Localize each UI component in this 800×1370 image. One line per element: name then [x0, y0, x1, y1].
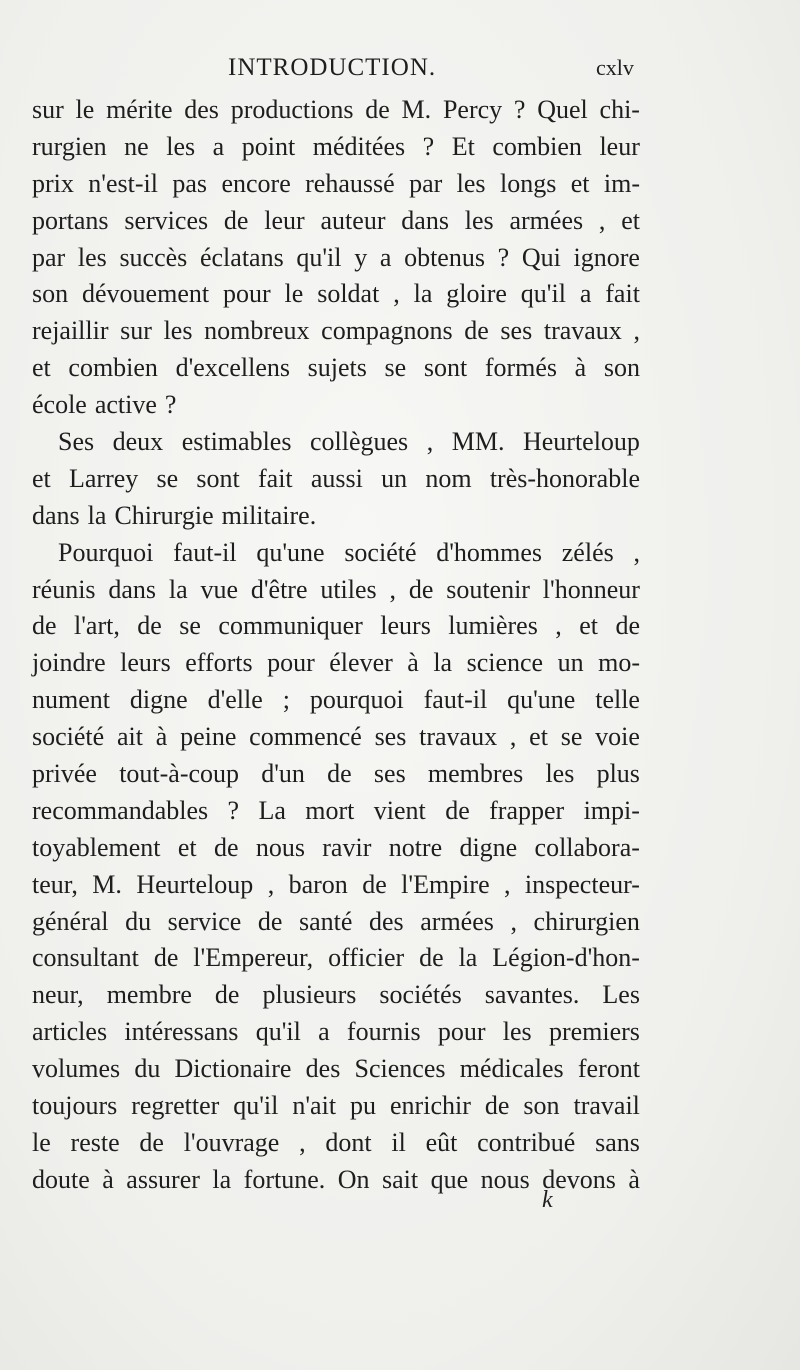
word: ne — [124, 131, 149, 161]
word: assurer — [126, 1164, 200, 1194]
word: , — [633, 316, 640, 346]
word: premiers — [548, 1017, 640, 1047]
text-line — [32, 756, 640, 793]
word: , — [267, 869, 275, 899]
word: pas — [172, 168, 208, 198]
word: d'un — [261, 759, 305, 789]
word: collabora- — [534, 832, 640, 862]
word: et — [32, 353, 51, 383]
word: mérite — [106, 95, 173, 124]
word: soldat — [317, 279, 380, 309]
word: l'ouvrage — [183, 1127, 280, 1157]
word: efforts — [185, 648, 253, 678]
word: qu'il — [520, 279, 566, 309]
body-text — [32, 92, 640, 1199]
word: feront — [577, 1054, 640, 1084]
word: son — [32, 279, 69, 309]
word: de — [327, 759, 352, 789]
word: commencé — [249, 722, 362, 752]
page-header — [0, 50, 800, 86]
word: des — [184, 95, 219, 124]
word: leur — [264, 205, 305, 235]
word: , — [393, 279, 400, 309]
word: volumes — [32, 1054, 121, 1084]
word: travaux — [543, 316, 622, 346]
word: réunis — [32, 574, 96, 604]
word: , — [555, 611, 562, 641]
word: un — [381, 463, 408, 493]
word: à — [407, 648, 419, 678]
word: digne — [459, 832, 518, 862]
word: doute — [32, 1164, 90, 1194]
word: pour — [222, 279, 271, 309]
word: vient — [373, 795, 426, 825]
word: notre — [388, 832, 443, 862]
word: rejaillir — [32, 316, 109, 346]
word: lumières — [448, 611, 538, 641]
word: dans — [401, 205, 449, 235]
text-line — [32, 940, 640, 977]
word: dont — [325, 1127, 372, 1157]
word: a — [318, 1017, 330, 1047]
word: leurs — [380, 611, 431, 641]
word: ? — [513, 95, 526, 124]
word: ses — [373, 759, 406, 789]
word: obtenus — [404, 242, 485, 272]
word: sur — [120, 316, 152, 346]
word: aussi — [310, 463, 363, 493]
word: intéressans — [124, 1017, 239, 1047]
word: ses — [374, 722, 407, 752]
word: à — [628, 1164, 640, 1194]
word: travaux — [419, 722, 498, 752]
word: combien — [492, 131, 582, 161]
word: Qui — [521, 242, 561, 272]
word: la — [87, 500, 107, 530]
word: méditées — [312, 131, 406, 161]
word: sont — [423, 353, 468, 383]
word: Pourquoi — [58, 537, 154, 567]
word: reste — [70, 1127, 120, 1157]
word: deux — [112, 427, 164, 457]
word: des — [369, 906, 404, 936]
word: et — [570, 168, 590, 198]
word: il — [391, 1127, 406, 1157]
word: et — [529, 722, 548, 752]
word: longs — [499, 168, 557, 198]
word: devons — [542, 1164, 616, 1194]
word: à — [155, 722, 168, 752]
word: dans — [32, 500, 80, 530]
word: contribué — [477, 1127, 576, 1157]
word: Heurteloup — [522, 427, 640, 457]
word: qu'une — [256, 537, 325, 567]
word: Les — [602, 980, 640, 1010]
word: point — [241, 131, 296, 161]
word: leurs — [120, 648, 171, 678]
word: se — [156, 463, 179, 493]
word: sans — [595, 1127, 640, 1157]
word: sujets — [307, 353, 367, 383]
word: l'honneur — [542, 574, 640, 604]
word: , — [509, 722, 517, 752]
word: militaire. — [221, 500, 317, 530]
text-line — [32, 645, 640, 682]
word: y — [354, 242, 368, 272]
word: fournis — [346, 1017, 421, 1047]
word: enrichir — [390, 1091, 471, 1121]
word: combien — [68, 353, 158, 383]
word: nument — [32, 685, 110, 715]
text-line — [32, 793, 640, 830]
text-line — [32, 719, 640, 756]
word: ? — [497, 242, 510, 272]
word: et — [177, 832, 197, 862]
word: d'hommes — [436, 537, 543, 567]
word: science — [466, 648, 544, 678]
word: officier — [328, 943, 405, 973]
word: zélés — [561, 537, 614, 567]
word: soutenir — [446, 574, 530, 604]
word: les — [77, 242, 107, 272]
word: le — [284, 279, 304, 309]
text-line — [32, 92, 640, 129]
word: telle — [595, 685, 640, 715]
word: joindre — [32, 648, 106, 678]
word: , — [426, 427, 434, 457]
word: les — [545, 759, 575, 789]
word: Heurteloup — [136, 869, 254, 899]
word: tout-à-coup — [119, 759, 240, 789]
word: On — [337, 1164, 370, 1194]
word: recommandables — [32, 795, 209, 825]
word: médicales — [459, 1054, 564, 1084]
text-line — [32, 1125, 640, 1162]
word: rehaussé — [305, 168, 395, 198]
word: voie — [595, 722, 640, 752]
word: , — [299, 1127, 306, 1157]
word: frapper — [489, 795, 565, 825]
text-line — [32, 313, 640, 350]
word: pour — [437, 1017, 486, 1047]
word: qu'il — [255, 1017, 301, 1047]
running-title: INTRODUCTION. — [228, 54, 437, 81]
word: mort — [305, 795, 355, 825]
word: mo- — [598, 648, 640, 678]
word: école — [32, 390, 87, 420]
word: peine — [180, 722, 237, 752]
word: d'elle — [207, 685, 263, 715]
word: le — [32, 1127, 51, 1157]
word: Sciences — [354, 1054, 446, 1084]
word: faut-il — [423, 685, 488, 715]
word: fortune. — [243, 1164, 326, 1194]
word: Et — [451, 131, 475, 161]
word: d'excellens — [175, 353, 290, 383]
word: armées — [420, 906, 494, 936]
word: Quel — [537, 95, 588, 124]
word: à — [102, 1164, 114, 1194]
word: santé — [299, 906, 353, 936]
text-line — [32, 904, 640, 941]
word: par — [409, 168, 443, 198]
word: ? — [227, 795, 240, 825]
word: la — [458, 943, 478, 973]
word: nom — [425, 463, 472, 493]
text-line — [32, 535, 640, 572]
text-line — [32, 977, 640, 1014]
word: et — [621, 205, 640, 235]
text-line — [32, 350, 640, 387]
word: et — [32, 463, 51, 493]
word: a — [212, 131, 225, 161]
word: l'Empire — [401, 869, 490, 899]
word: Percy — [442, 95, 503, 124]
word: ? — [164, 390, 177, 420]
word: se — [560, 722, 583, 752]
word: à — [574, 353, 587, 383]
word: im- — [603, 168, 640, 198]
word: , — [633, 537, 640, 567]
word: pour — [267, 648, 315, 678]
word: ravir — [322, 832, 372, 862]
word: les — [166, 131, 196, 161]
word: nombreux — [204, 316, 310, 346]
word: de — [214, 980, 240, 1010]
word: par — [32, 242, 66, 272]
text-line — [32, 830, 640, 867]
word: Dictionaire — [174, 1054, 292, 1084]
text-line — [32, 498, 640, 535]
word: M. — [401, 95, 432, 124]
text-line — [32, 1088, 640, 1125]
word: l'Empereur, — [193, 943, 314, 973]
text-line — [32, 387, 640, 424]
word: a — [379, 242, 392, 272]
word: succès — [119, 242, 188, 272]
word: Larrey — [69, 463, 139, 493]
word: impi- — [583, 795, 640, 825]
word: ait — [116, 722, 143, 752]
word: utiles — [320, 574, 377, 604]
text-line — [32, 572, 640, 609]
word: a — [579, 279, 592, 309]
signature-mark: k — [542, 1187, 553, 1213]
text-line — [32, 166, 640, 203]
word: regretter — [131, 1091, 220, 1121]
text-line — [32, 461, 640, 498]
word: leur — [599, 131, 640, 161]
word: gloire — [446, 279, 507, 309]
word: formés — [484, 353, 558, 383]
word: de — [213, 832, 239, 862]
word: baron — [288, 869, 348, 899]
word: eût — [425, 1127, 458, 1157]
word: estimables — [181, 427, 292, 457]
word: La — [258, 795, 286, 825]
word: les — [456, 168, 486, 198]
text-line — [32, 682, 640, 719]
word: portans — [32, 205, 109, 235]
word: ses — [500, 316, 533, 346]
word: , — [598, 205, 606, 235]
word: armées — [509, 205, 584, 235]
word: n'ait — [292, 1091, 337, 1121]
word: , — [389, 574, 396, 604]
word: plusieurs — [262, 980, 357, 1010]
word: nous — [480, 1164, 530, 1194]
word: membres — [427, 759, 524, 789]
word: fait — [258, 463, 293, 493]
word: Légion-d'hon- — [492, 943, 640, 973]
word: général — [32, 906, 109, 936]
text-line — [32, 240, 640, 277]
word: des — [305, 1054, 341, 1084]
word: encore — [221, 168, 291, 198]
word: ; — [282, 685, 290, 715]
word: productions — [230, 95, 354, 124]
word: qu'il — [233, 1091, 279, 1121]
word: se — [179, 611, 201, 641]
word: compagnons — [321, 316, 453, 346]
word: sociétés — [379, 980, 462, 1010]
text-line — [32, 424, 640, 461]
word: service — [167, 906, 242, 936]
word: la — [413, 279, 433, 309]
page-number: cxlv — [596, 55, 634, 80]
word: sont — [196, 463, 240, 493]
word: faut-il — [173, 537, 237, 567]
word: un — [557, 648, 584, 678]
word: communiquer — [218, 611, 363, 641]
text-line — [32, 608, 640, 645]
word: de — [615, 611, 640, 641]
word: élever — [329, 648, 393, 678]
word: société — [32, 722, 105, 752]
word: se — [384, 353, 407, 383]
word: de — [139, 1127, 164, 1157]
text-line — [32, 129, 640, 166]
word: M. — [92, 869, 122, 899]
text-line — [32, 276, 640, 313]
word: collègues — [309, 427, 409, 457]
word: de — [153, 943, 179, 973]
word: dans — [108, 574, 157, 604]
word: nous — [255, 832, 305, 862]
word: , — [510, 906, 517, 936]
word: société — [344, 537, 417, 567]
word: inspecteur- — [524, 869, 640, 899]
word: de — [445, 795, 470, 825]
word: neur, — [32, 980, 84, 1010]
word: toujours — [32, 1091, 118, 1121]
word: de — [365, 95, 390, 124]
word: travail — [573, 1091, 640, 1121]
word: , — [504, 869, 511, 899]
word: de — [32, 611, 57, 641]
word: n'est-il — [88, 168, 158, 198]
word: de — [257, 906, 283, 936]
word: rurgien — [32, 131, 107, 161]
word: active — [94, 390, 157, 420]
word: digne — [129, 685, 188, 715]
word: du — [125, 906, 152, 936]
word: teur, — [32, 869, 78, 899]
word: de — [137, 611, 162, 641]
word: du — [134, 1054, 161, 1084]
word: savantes. — [484, 980, 580, 1010]
text-line — [32, 867, 640, 904]
word: qu'il — [296, 242, 342, 272]
word: l'art, — [74, 611, 120, 641]
word: privée — [32, 759, 97, 789]
word: son — [523, 1091, 560, 1121]
word: toyablement — [32, 832, 161, 862]
word: Ses — [58, 427, 95, 457]
word: et — [579, 611, 598, 641]
word: pourquoi — [309, 685, 404, 715]
word: de — [464, 316, 489, 346]
word: les — [502, 1017, 532, 1047]
word: les — [163, 316, 193, 346]
word: éclatans — [199, 242, 284, 272]
word: dévouement — [82, 279, 210, 309]
word: que — [430, 1164, 469, 1194]
word: fait — [605, 279, 640, 309]
word: de — [419, 943, 444, 973]
word: son — [603, 353, 640, 383]
text-line — [32, 203, 640, 240]
word: membre — [106, 980, 192, 1010]
word: prix — [32, 168, 74, 198]
word: la — [212, 1164, 232, 1194]
word: chirurgien — [533, 906, 640, 936]
word: de — [484, 1091, 510, 1121]
word: consultant — [32, 943, 139, 973]
word: plus — [596, 759, 640, 789]
word: le — [75, 95, 95, 124]
word: ignore — [573, 242, 640, 272]
word: très-honorable — [489, 463, 640, 493]
word: articles — [32, 1017, 108, 1047]
word: auteur — [320, 205, 386, 235]
word: vue — [200, 574, 239, 604]
word: chi- — [599, 95, 640, 124]
word: Chirurgie — [114, 500, 214, 530]
word: de — [408, 574, 434, 604]
word: sait — [382, 1164, 419, 1194]
word: la — [433, 648, 453, 678]
text-line — [32, 1014, 640, 1051]
word: de — [223, 205, 249, 235]
word: ? — [422, 131, 435, 161]
word: la — [168, 574, 188, 604]
word: services — [124, 205, 209, 235]
word: sur — [32, 95, 64, 124]
word: de — [362, 869, 387, 899]
word: d'être — [250, 574, 308, 604]
word: qu'une — [507, 685, 576, 715]
text-line — [32, 1051, 640, 1088]
word: pu — [350, 1091, 377, 1121]
word: les — [464, 205, 494, 235]
word: MM. — [451, 427, 505, 457]
